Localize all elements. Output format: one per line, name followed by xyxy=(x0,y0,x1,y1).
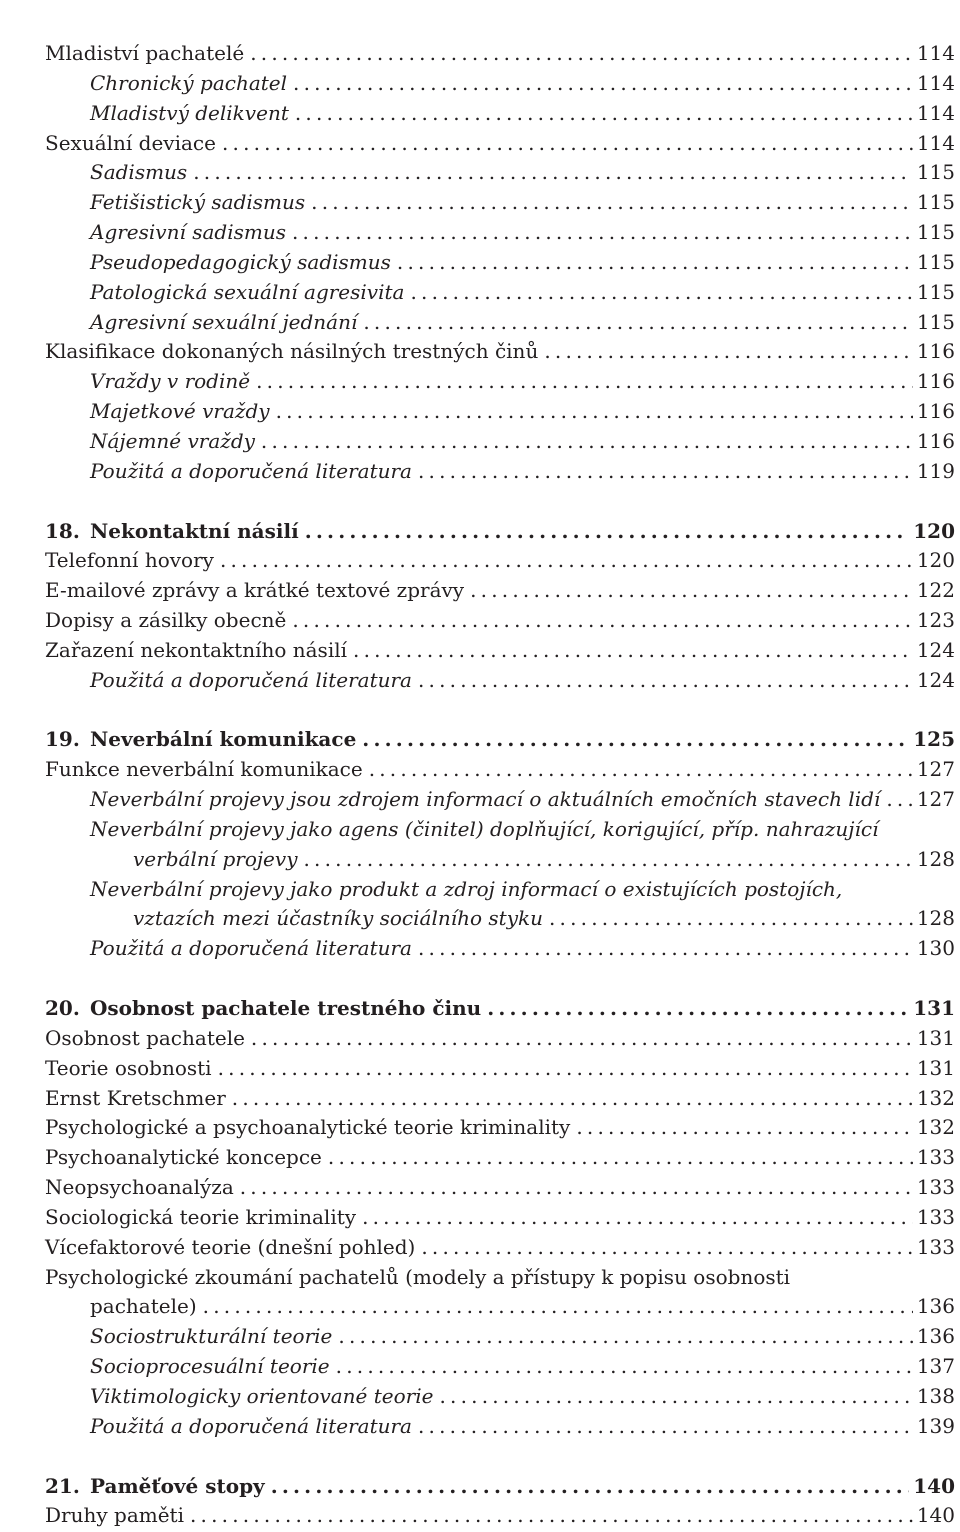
toc-entry[interactable] xyxy=(45,606,955,636)
dot-leader xyxy=(362,725,909,755)
dot-leader xyxy=(305,517,910,547)
dot-leader xyxy=(304,845,913,875)
page-number: 116 xyxy=(916,399,955,424)
entry-title: Psychoanalytické koncepce xyxy=(45,1145,322,1170)
entry-title: Agresivní sadismus xyxy=(90,220,286,245)
entry-title: Agresivní sexuální jednání xyxy=(90,309,358,334)
chapter-title: Neverbální komunikace xyxy=(90,727,357,752)
toc-entry[interactable] xyxy=(45,39,955,69)
dot-leader xyxy=(193,158,913,188)
entry-title: Neverbální projevy jsou zdrojem informací o aktuálních emočních stavech lidí xyxy=(90,787,881,812)
entry-title: Funkce neverbální komunikace xyxy=(45,757,363,782)
dot-leader xyxy=(292,218,913,248)
page-number: 133 xyxy=(916,1234,955,1259)
entry-title: Pseudopedagogický sadismus xyxy=(90,249,391,274)
toc-entry[interactable] xyxy=(45,1382,955,1412)
page-number: 115 xyxy=(916,249,955,274)
toc-entry[interactable] xyxy=(45,934,955,964)
toc-entry[interactable] xyxy=(45,218,955,248)
dot-leader xyxy=(418,934,913,964)
page-number: 120 xyxy=(916,548,955,573)
dot-leader xyxy=(203,1292,913,1322)
chapter-title: Osobnost pachatele trestného činu xyxy=(90,996,482,1020)
dot-leader xyxy=(363,308,912,338)
page-number: 140 xyxy=(916,1503,955,1528)
entry-title: Chronický pachatel xyxy=(90,70,288,95)
dot-leader xyxy=(418,457,913,487)
dot-leader xyxy=(336,1352,913,1382)
entry-title: Sociologická teorie kriminality xyxy=(45,1204,357,1229)
entry-title: Viktimologicky orientované teorie xyxy=(90,1383,434,1408)
toc-entry[interactable] xyxy=(45,457,955,487)
entry-title: vztazích mezi účastníky sociálního styku xyxy=(133,906,543,931)
page-number: 114 xyxy=(916,70,955,95)
toc-entry[interactable] xyxy=(45,69,955,99)
toc-entry[interactable] xyxy=(45,248,955,278)
toc-entry[interactable] xyxy=(45,1024,955,1054)
page-number: 131 xyxy=(913,996,955,1020)
dot-leader xyxy=(338,1322,912,1352)
dot-leader xyxy=(311,188,913,218)
toc-entry[interactable] xyxy=(45,845,955,875)
toc-entry[interactable] xyxy=(45,904,955,934)
entry-title: Mladistvý delikvent xyxy=(90,100,289,125)
page-number: 140 xyxy=(913,1473,955,1498)
chapter-title: Nekontaktní násilí xyxy=(90,518,299,543)
page-number: 133 xyxy=(916,1145,955,1170)
toc-entry[interactable] xyxy=(45,1203,955,1233)
entry-title: Zařazení nekontaktního násilí xyxy=(45,637,348,662)
toc-entry-line[interactable]: Neverbální projevy jako agens (činitel) doplňující, korigující, příp. nahrazující xyxy=(90,816,879,841)
entry-title: E-mailové zprávy a krátké textové zprávy xyxy=(45,578,465,603)
dot-leader xyxy=(190,1501,913,1531)
entry-title: Sociostrukturální teorie xyxy=(90,1324,333,1349)
toc-entry[interactable] xyxy=(45,99,955,129)
page-number: 139 xyxy=(916,1413,955,1438)
page-number: 116 xyxy=(916,428,955,453)
toc-entry-line[interactable]: Psychologické zkoumání pachatelů (modely a přístupy k popisu osobnosti xyxy=(45,1264,791,1289)
entry-title: Sadismus xyxy=(90,160,188,185)
entry-title: Druhy paměti xyxy=(45,1503,184,1528)
dot-leader xyxy=(220,546,913,576)
dot-leader xyxy=(410,278,912,308)
toc-entry[interactable] xyxy=(45,755,955,785)
toc-entry[interactable] xyxy=(45,278,955,308)
page-number: 133 xyxy=(916,1204,955,1229)
entry-title: Použitá a doporučená literatura xyxy=(90,1413,412,1438)
page-number: 128 xyxy=(916,846,955,871)
dot-leader xyxy=(369,755,913,785)
page-number: 114 xyxy=(916,100,955,125)
toc-entry[interactable] xyxy=(45,1322,955,1352)
dot-leader xyxy=(362,1203,913,1233)
page-number: 136 xyxy=(916,1324,955,1349)
page-number: 127 xyxy=(916,757,955,782)
entry-title: Telefonní hovory xyxy=(45,548,214,573)
entry-title: Socioprocesuální teorie xyxy=(90,1354,330,1379)
toc-entry[interactable] xyxy=(45,427,955,457)
toc-entry[interactable] xyxy=(45,337,955,367)
page-number: 136 xyxy=(916,1294,955,1319)
dot-leader xyxy=(222,129,913,159)
dot-leader xyxy=(218,1054,913,1084)
toc-entry[interactable] xyxy=(45,1113,955,1143)
toc-entry[interactable] xyxy=(45,576,955,606)
toc-entry[interactable] xyxy=(45,666,955,696)
entry-title: Psychologické a psychoanalytické teorie kriminality xyxy=(45,1115,571,1140)
entry-title: Teorie osobnosti xyxy=(45,1055,212,1080)
toc-entry[interactable] xyxy=(45,188,955,218)
toc-entry[interactable] xyxy=(45,367,955,397)
dot-leader xyxy=(328,1143,913,1173)
page-number: 123 xyxy=(916,608,955,633)
toc-entry[interactable] xyxy=(45,1173,955,1203)
toc-entry[interactable] xyxy=(45,785,955,815)
entry-title: Sexuální deviace xyxy=(45,130,216,155)
page-number: 130 xyxy=(916,936,955,961)
dot-leader xyxy=(418,666,913,696)
page-number: 114 xyxy=(916,41,955,65)
page-number: 125 xyxy=(913,727,955,752)
chapter-title: Paměťové stopy xyxy=(90,1473,265,1498)
toc-entry[interactable] xyxy=(45,1084,955,1114)
dot-leader xyxy=(276,397,913,427)
chapter-19-entry[interactable] xyxy=(0,725,955,755)
dot-leader xyxy=(886,785,913,815)
toc-entry-line[interactable]: Neverbální projevy jako produkt a zdroj informací o existujících postojích, xyxy=(90,876,843,901)
page-number: 138 xyxy=(916,1383,955,1408)
page-number: 131 xyxy=(916,1025,955,1050)
page-number: 119 xyxy=(916,458,955,483)
page-number: 127 xyxy=(916,787,955,812)
toc-entry[interactable] xyxy=(45,546,955,576)
dot-leader xyxy=(544,337,912,367)
page-number: 132 xyxy=(916,1115,955,1140)
entry-title: Klasifikace dokonaných násilných trestných činů xyxy=(45,339,539,364)
entry-title: Dopisy a zásilky obecně xyxy=(45,608,287,633)
dot-leader xyxy=(353,636,913,666)
toc-entry[interactable] xyxy=(45,636,955,666)
chapter-21-entry[interactable] xyxy=(0,1472,955,1502)
dot-leader xyxy=(293,69,913,99)
table-of-contents xyxy=(45,39,955,1531)
dot-leader xyxy=(397,248,913,278)
page-number: 122 xyxy=(916,578,955,603)
dot-leader xyxy=(232,1084,913,1114)
page-number: 124 xyxy=(916,667,955,692)
entry-title: Neopsychoanalýza xyxy=(45,1175,234,1200)
page-number: 128 xyxy=(916,906,955,931)
entry-title: Patologická sexuální agresivita xyxy=(90,279,405,304)
toc-entry[interactable] xyxy=(45,129,955,159)
page-number: 114 xyxy=(916,130,955,155)
toc-entry[interactable] xyxy=(45,1412,955,1442)
page-number: 116 xyxy=(916,339,955,364)
chapter-number: 19. xyxy=(45,727,80,752)
page-number: 132 xyxy=(916,1085,955,1110)
toc-entry[interactable] xyxy=(45,1292,955,1322)
dot-leader xyxy=(256,367,913,397)
chapter-number: 18. xyxy=(45,518,80,543)
toc-entry[interactable] xyxy=(45,1501,955,1531)
page-number: 133 xyxy=(916,1175,955,1200)
toc-entry[interactable] xyxy=(45,1233,955,1263)
dot-leader xyxy=(487,994,909,1024)
dot-leader xyxy=(240,1173,913,1203)
dot-leader xyxy=(439,1382,912,1412)
page-number: 124 xyxy=(916,637,955,662)
dot-leader xyxy=(576,1113,912,1143)
dot-leader xyxy=(261,427,913,457)
dot-leader xyxy=(251,1024,913,1054)
entry-title: Použitá a doporučená literatura xyxy=(90,667,412,692)
entry-title: verbální projevy xyxy=(133,846,298,871)
page-number: 120 xyxy=(913,518,955,543)
entry-title: Osobnost pachatele xyxy=(45,1025,245,1050)
toc-entry[interactable] xyxy=(45,158,955,188)
toc-entry[interactable] xyxy=(45,308,955,338)
toc-entry[interactable] xyxy=(45,1352,955,1382)
toc-entry[interactable] xyxy=(45,397,955,427)
chapter-20-entry[interactable] xyxy=(0,994,955,1024)
dot-leader xyxy=(421,1233,912,1263)
dot-leader xyxy=(295,99,913,129)
dot-leader xyxy=(250,39,913,69)
page-number: 115 xyxy=(916,309,955,334)
page-number: 131 xyxy=(916,1055,955,1080)
page-number: 137 xyxy=(916,1354,955,1379)
chapter-18-entry[interactable] xyxy=(0,517,955,547)
chapter-number: 21. xyxy=(45,1473,80,1498)
entry-title: Majetkové vraždy xyxy=(90,399,270,424)
page-number: 115 xyxy=(916,190,955,215)
entry-title: Mladiství pachatelé xyxy=(45,41,245,65)
entry-title: Fetišistický sadismus xyxy=(90,190,306,215)
dot-leader xyxy=(470,576,913,606)
dot-leader xyxy=(418,1412,913,1442)
toc-entry[interactable] xyxy=(45,1054,955,1084)
page-number: 116 xyxy=(916,369,955,394)
chapter-number: 20. xyxy=(45,996,80,1020)
entry-title: Vícefaktorové teorie (dnešní pohled) xyxy=(45,1234,416,1259)
dot-leader xyxy=(271,1472,910,1502)
entry-title: pachatele) xyxy=(90,1294,197,1319)
dot-leader xyxy=(292,606,912,636)
page-number: 115 xyxy=(916,220,955,245)
entry-title: Nájemné vraždy xyxy=(90,428,255,453)
entry-title: Ernst Kretschmer xyxy=(45,1085,226,1110)
entry-title: Použitá a doporučená literatura xyxy=(90,458,412,483)
page-number: 115 xyxy=(916,160,955,185)
dot-leader xyxy=(549,904,913,934)
page-number: 115 xyxy=(916,279,955,304)
toc-entry[interactable] xyxy=(45,1143,955,1173)
entry-title: Vraždy v rodině xyxy=(90,369,251,394)
entry-title: Použitá a doporučená literatura xyxy=(90,936,412,961)
